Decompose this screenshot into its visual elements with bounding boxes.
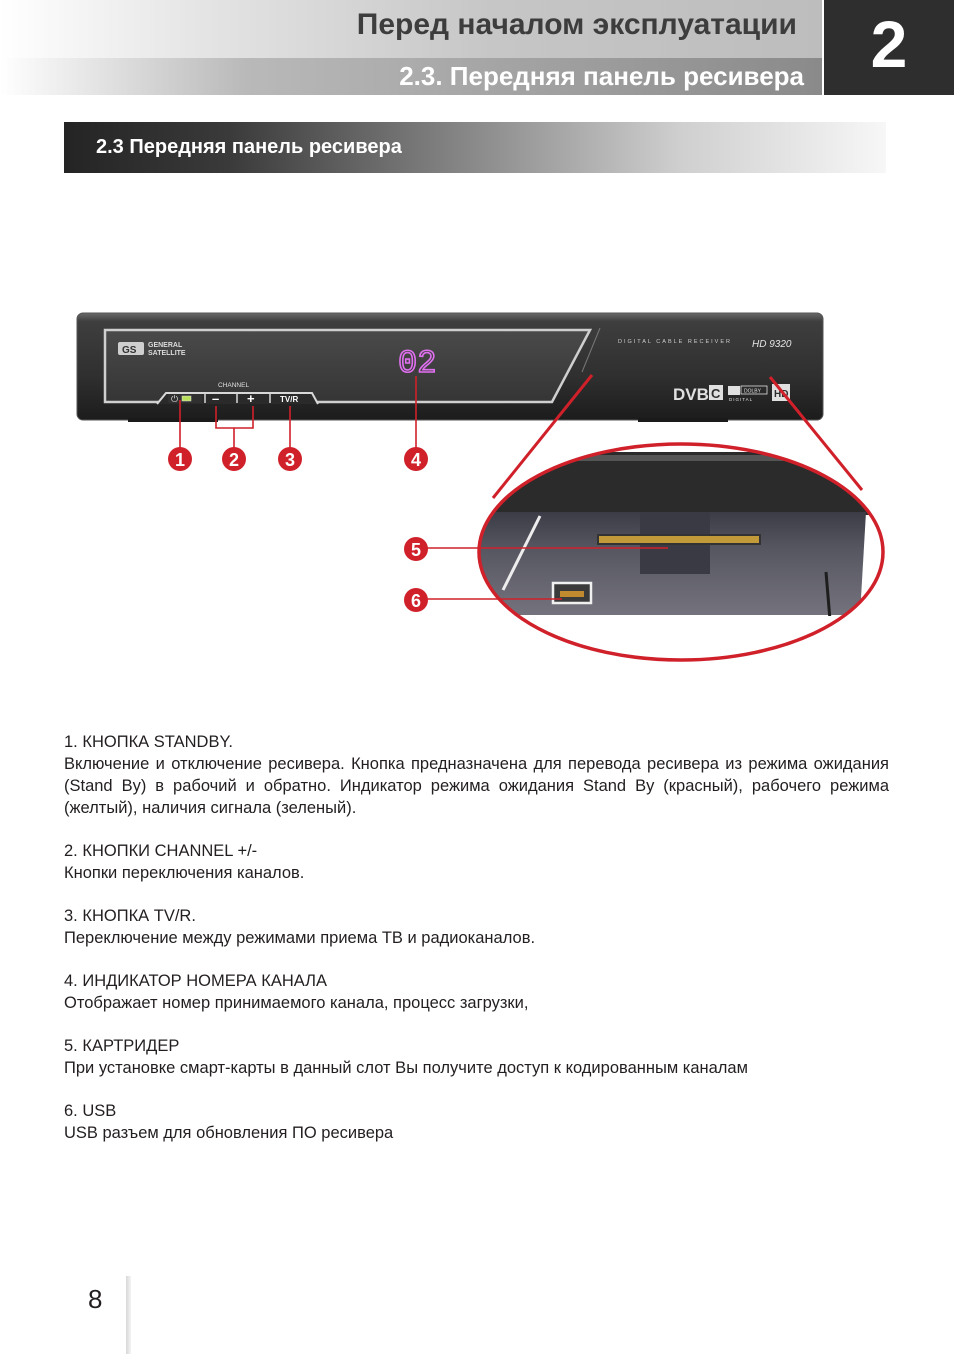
brand-line2: SATELLITE — [148, 350, 186, 357]
channel-minus-button[interactable] — [212, 391, 219, 406]
svg-text:DOLBY: DOLBY — [744, 388, 761, 395]
receiver-body — [77, 313, 823, 422]
chapter-number-badge: 2 — [824, 0, 954, 95]
dvb-logo: DVB — [673, 385, 709, 404]
svg-text:2: 2 — [228, 450, 240, 470]
hd-logo: HD — [774, 389, 789, 400]
power-icon: ⏻ — [171, 395, 179, 405]
svg-text:TV/R: TV/R — [280, 395, 299, 404]
product-line: DIGITAL CABLE RECEIVER — [618, 339, 732, 345]
svg-text:6: 6 — [410, 591, 422, 611]
svg-text:DIGITAL: DIGITAL — [729, 397, 754, 402]
item-heading: 2. КНОПКИ CHANNEL +/- — [64, 842, 258, 860]
footer-rule — [126, 1276, 131, 1354]
chapter-subtitle: 2.3. Передняя панель ресивера — [399, 61, 804, 91]
list-item — [64, 731, 889, 819]
list-item — [64, 970, 889, 1014]
item-heading: 6. USB — [64, 1102, 117, 1120]
item-description: Включение и отключение ресивера. Кнопка предназначена для перевода ресивера из режима ожидания (Stand By) в рабочий и обратно. Индикатор режима ожидания Stand By (красный), рабочего режима (желтый), наличия сигнала (зеленый). — [64, 755, 889, 817]
brand-logo — [118, 342, 186, 357]
item-description: Отображает номер принимаемого канала, процесс загрузки, — [64, 994, 529, 1012]
callout-1 — [168, 447, 192, 471]
brand-line1: GENERAL — [148, 342, 183, 349]
callout-5 — [404, 537, 428, 561]
page-number: 8 — [88, 1284, 103, 1314]
svg-text:1: 1 — [174, 450, 186, 470]
item-description: При установке смарт-карты в данный слот Вы получите доступ к кодированным каналам — [64, 1059, 748, 1077]
callout-6 — [404, 588, 428, 612]
receiver-front-panel-figure — [0, 290, 954, 680]
item-heading: 3. КНОПКА TV/R. — [64, 907, 196, 925]
item-heading: 1. КНОПКА STANDBY. — [64, 733, 233, 751]
svg-text:+: + — [247, 391, 255, 406]
model-name: HD 9320 — [752, 339, 792, 350]
item-description: USB разъем для обновления ПО ресивера — [64, 1124, 394, 1142]
callout-4 — [404, 447, 428, 471]
svg-text:GS: GS — [122, 345, 137, 356]
feature-list — [64, 731, 889, 1165]
tv-radio-button[interactable] — [280, 395, 298, 404]
channel-label: CHANNEL — [218, 382, 250, 389]
chapter-title: Перед началом эксплуатации — [356, 8, 797, 41]
dolby-icon — [728, 386, 740, 395]
item-description: Переключение между режимами приема ТВ и радиоканалов. — [64, 929, 536, 947]
status-led — [182, 396, 191, 401]
item-heading: 5. КАРТРИДЕР — [64, 1037, 180, 1055]
item-heading: 4. ИНДИКАТОР НОМЕРА КАНАЛА — [64, 972, 327, 990]
certification-logos — [673, 384, 790, 404]
svg-text:5: 5 — [410, 540, 422, 560]
callout-2 — [222, 447, 246, 471]
list-item — [64, 840, 889, 884]
svg-text:–: – — [212, 391, 220, 406]
svg-text:3: 3 — [284, 450, 296, 470]
svg-text:C: C — [711, 386, 721, 401]
list-item — [64, 905, 889, 949]
item-description: Кнопки переключения каналов. — [64, 864, 305, 882]
channel-display-digits: 02 — [398, 345, 437, 382]
section-title: 2.3 Передняя панель ресивера — [96, 136, 402, 158]
channel-plus-button[interactable] — [247, 391, 255, 406]
list-item — [64, 1100, 889, 1144]
svg-text:4: 4 — [410, 450, 422, 470]
callout-3 — [278, 447, 302, 471]
list-item — [64, 1035, 889, 1079]
